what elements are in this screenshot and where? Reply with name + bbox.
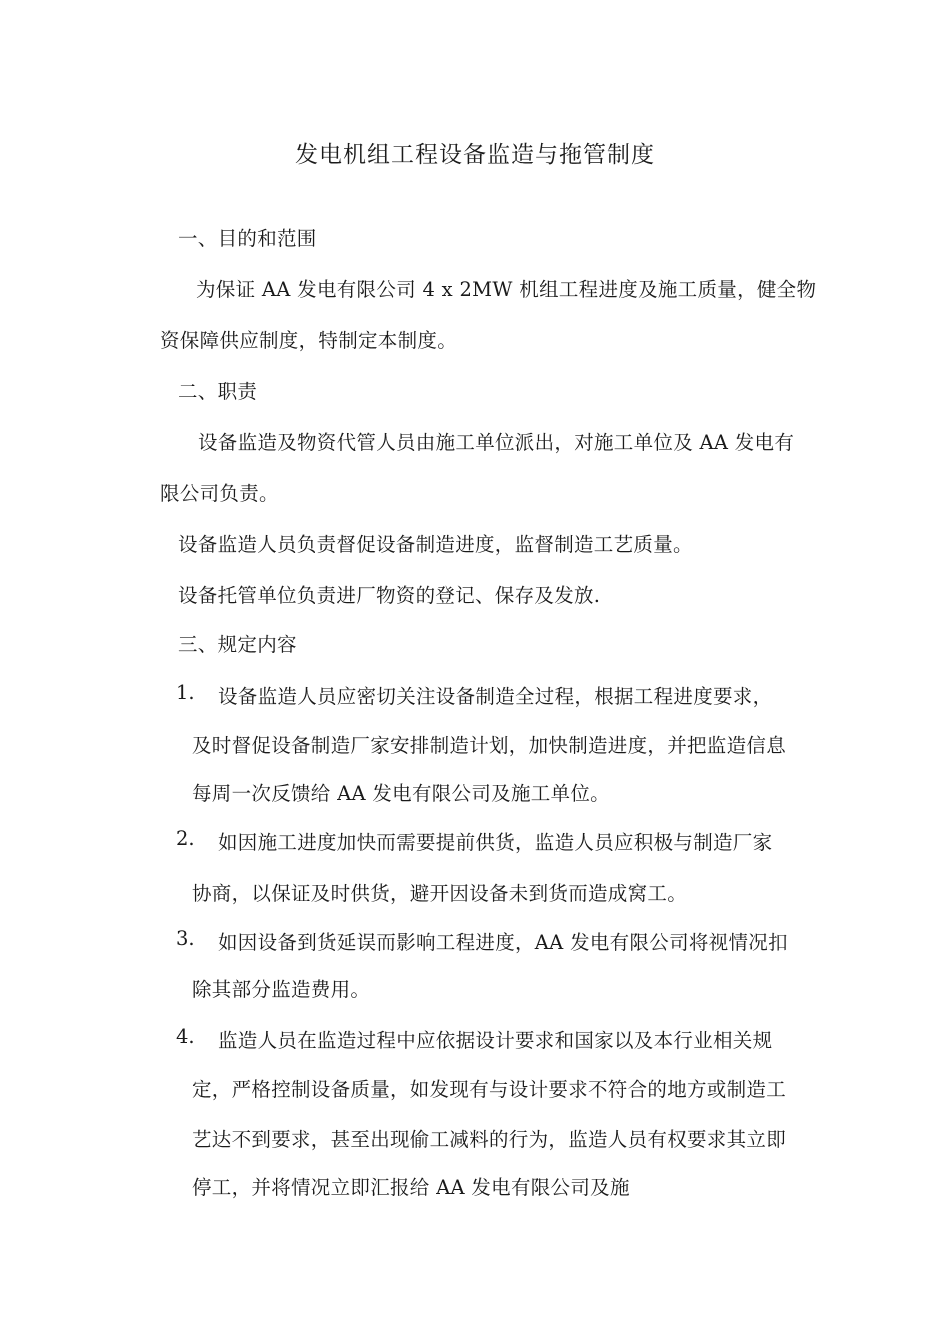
list-item-number: 2. (176, 827, 195, 850)
paragraph-line: 设备监造及物资代管人员由施工单位派出，对施工单位及 AA 发电有 (198, 431, 795, 454)
list-item-line: 停工，并将情况立即汇报给 AA 发电有限公司及施 (192, 1176, 630, 1199)
paragraph-line: 限公司负责。 (160, 482, 279, 505)
list-item-line: 及时督促设备制造厂家安排制造计划，加快制造进度，并把监造信息 (192, 734, 787, 757)
list-item-line: 定，严格控制设备质量，如发现有与设计要求不符合的地方或制造工 (192, 1078, 787, 1101)
list-item-line: 除其部分监造费用。 (192, 978, 371, 1001)
list-item-number: 4. (176, 1025, 195, 1048)
list-item-line: 协商，以保证及时供货，避开因设备未到货而造成窝工。 (192, 882, 688, 905)
list-item-line: 艺达不到要求，甚至出现偷工减料的行为，监造人员有权要求其立即 (192, 1128, 787, 1151)
paragraph-line: 为保证 AA 发电有限公司 4 x 2MW 机组工程进度及施工质量，健全物 (196, 278, 817, 301)
paragraph-line: 资保障供应制度，特制定本制度。 (160, 329, 458, 352)
section-heading-duties: 二、职责 (178, 380, 258, 403)
list-item-number: 3. (176, 927, 195, 950)
section-heading-purpose: 一、目的和范围 (178, 227, 317, 250)
paragraph-line: 设备监造人员负责督促设备制造进度，监督制造工艺质量。 (178, 533, 693, 556)
list-item-line: 监造人员在监造过程中应依据设计要求和国家以及本行业相关规 (218, 1029, 773, 1052)
document-title: 发电机组工程设备监造与拖管制度 (295, 142, 655, 168)
paragraph-line: 设备托管单位负责进厂物资的登记、保存及发放. (178, 584, 601, 607)
list-item-line: 如因施工进度加快而需要提前供货，监造人员应积极与制造厂家 (218, 831, 773, 854)
list-item-line: 设备监造人员应密切关注设备制造全过程，根据工程进度要求， (218, 685, 773, 708)
list-item-line: 每周一次反馈给 AA 发电有限公司及施工单位。 (192, 782, 610, 805)
list-item-line: 如因设备到货延误而影响工程进度，AA 发电有限公司将视情况扣 (218, 931, 788, 954)
section-heading-provisions: 三、规定内容 (178, 633, 297, 656)
list-item-number: 1. (176, 681, 195, 704)
